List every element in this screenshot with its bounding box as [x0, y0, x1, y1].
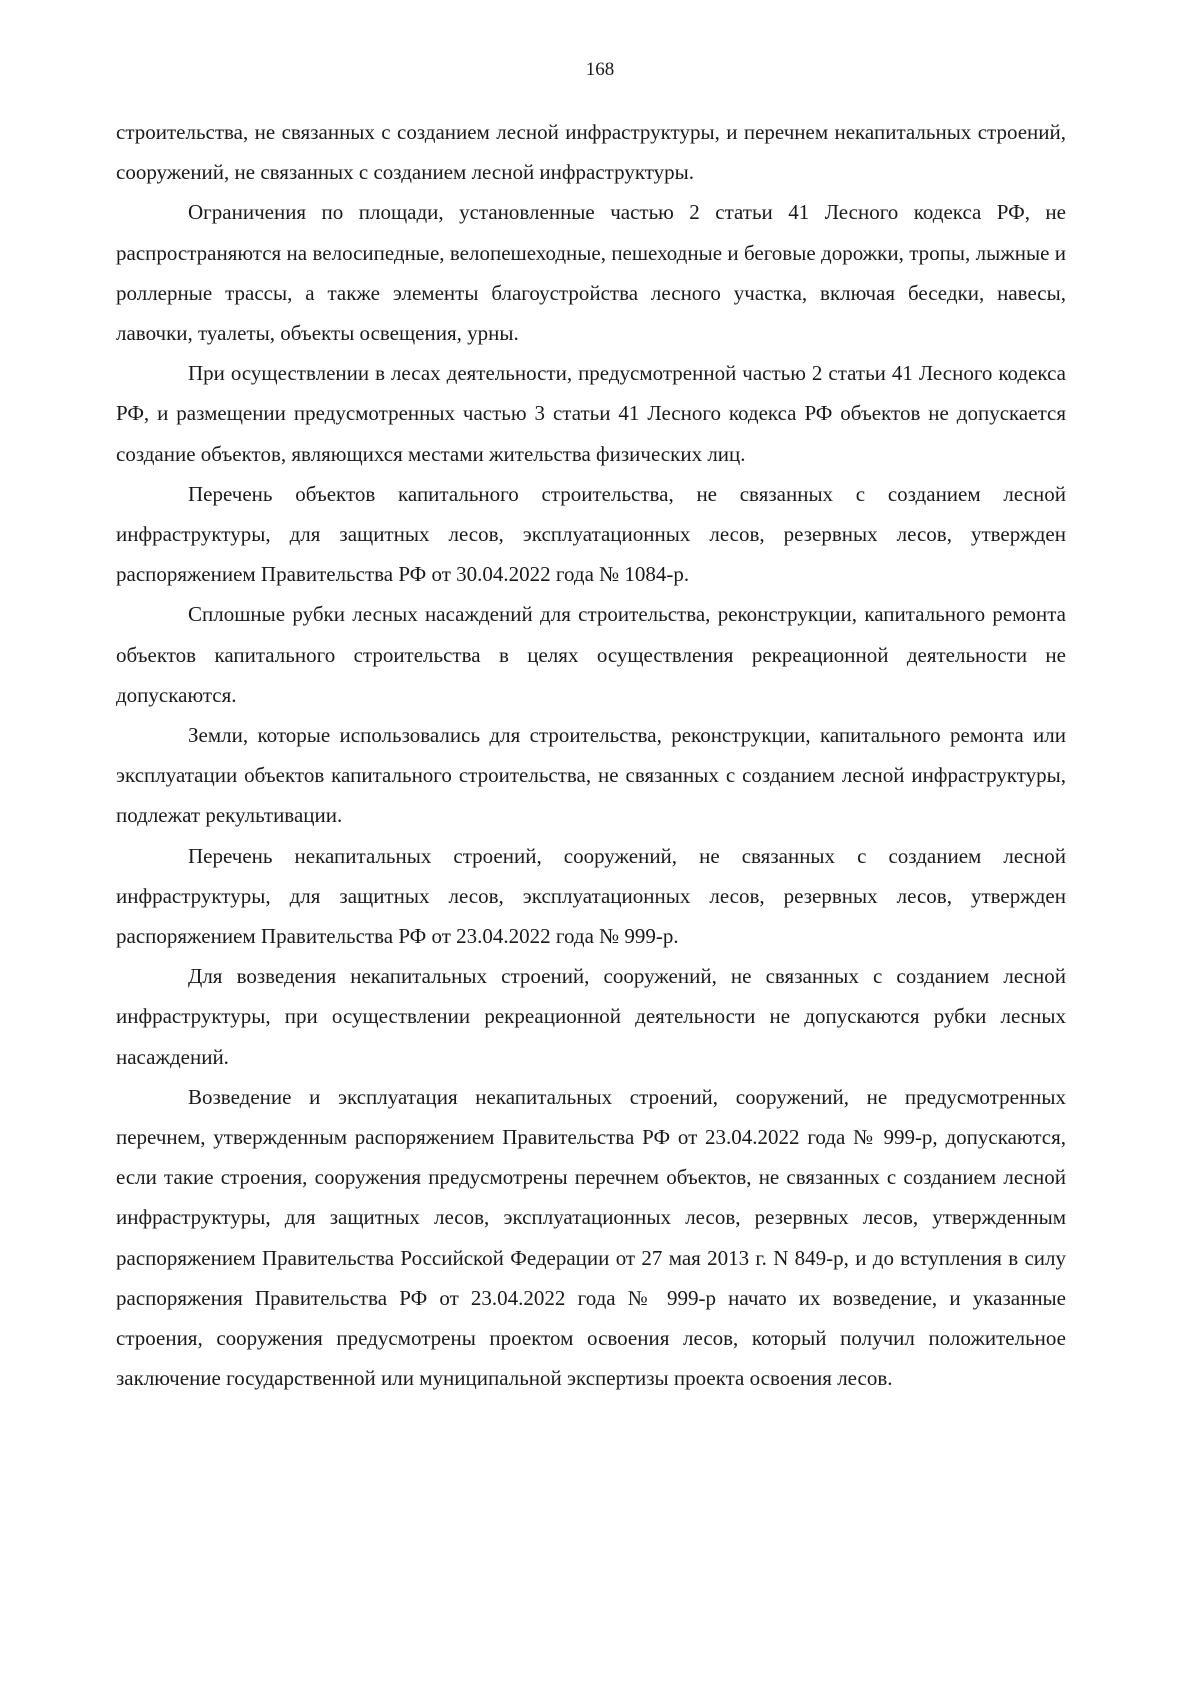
paragraph-noncapital-structures-list: Перечень некапитальных строений, сооружений, не связанных с созданием лесной инфраструктуры, для защитных лесов, эксплуатационных лесов, резервных лесов, утвержден распоряжением Правительства РФ от 23.04.2022 года № 999-р.: [116, 843, 1066, 949]
paragraph-land-recultivation: Земли, которые использовались для строительства, реконструкции, капитального ремонта или эксплуатации объектов капитального строительства, не связанных с созданием лесной инфраструктуры, подлежат рекультивации.: [116, 723, 1066, 828]
paragraph-noncapital-exemptions: Возведение и эксплуатация некапитальных строений, сооружений, не предусмотренных перечнем, утвержденным распоряжением Правительства РФ от 23.04.2022 года № 999-р, допускаются, если такие строения, сооружения предусмотрены перечнем объектов, не связанных с созданием лесной инфраструктуры, для защитных лесов, эксплуатационных лесов, резервных лесов, утвержденным распоряжением Правительства Российской Федерации от 27 мая 2013 г. N 849-р, и до вступления в силу распоряжения Правительства РФ от 23.04.2022 года № 999-р начато их возведение, и указанные строения, сооружения предусмотрены проектом освоения лесов, который получил положительное заключение государственной или муниципальной экспертизы проекта освоения лесов.: [116, 1084, 1066, 1391]
paragraph-capital-construction-list: Перечень объектов капитального строительства, не связанных с созданием лесной инфраструктуры, для защитных лесов, эксплуатационных лесов, резервных лесов, утвержден распоряжением Правительства РФ от 30.04.2022 года № 1084-р.: [116, 481, 1066, 587]
document-body: [116, 112, 1066, 1399]
paragraph-continuation: строительства, не связанных с созданием лесной инфраструктуры, и перечнем некапитальных строений, сооружений, не связанных с созданием лесной инфраструктуры.: [116, 120, 1066, 185]
paragraph-residence-prohibition: При осуществлении в лесах деятельности, предусмотренной частью 2 статьи 41 Лесного кодекса РФ, и размещении предусмотренных частью 3 статьи 41 Лесного кодекса РФ объектов не допускается создание объектов, являющихся местами жительства физических лиц.: [116, 361, 1066, 466]
paragraph-clear-cutting: Сплошные рубки лесных насаждений для строительства, реконструкции, капитального ремонта объектов капитального строительства в целях осуществления рекреационной деятельности не допускаются.: [116, 602, 1066, 707]
paragraph-noncapital-felling: Для возведения некапитальных строений, сооружений, не связанных с созданием лесной инфраструктуры, при осуществлении рекреационной деятельности не допускаются рубки лесных насаждений.: [116, 964, 1066, 1069]
page-number: 168: [585, 59, 615, 80]
paragraph-area-restrictions: Ограничения по площади, установленные частью 2 статьи 41 Лесного кодекса РФ, не распространяются на велосипедные, велопешеходные, пешеходные и беговые дорожки, тропы, лыжные и роллерные трассы, а также элементы благоустройства лесного участка, включая беседки, навесы, лавочки, туалеты, объекты освещения, урны.: [116, 200, 1066, 346]
